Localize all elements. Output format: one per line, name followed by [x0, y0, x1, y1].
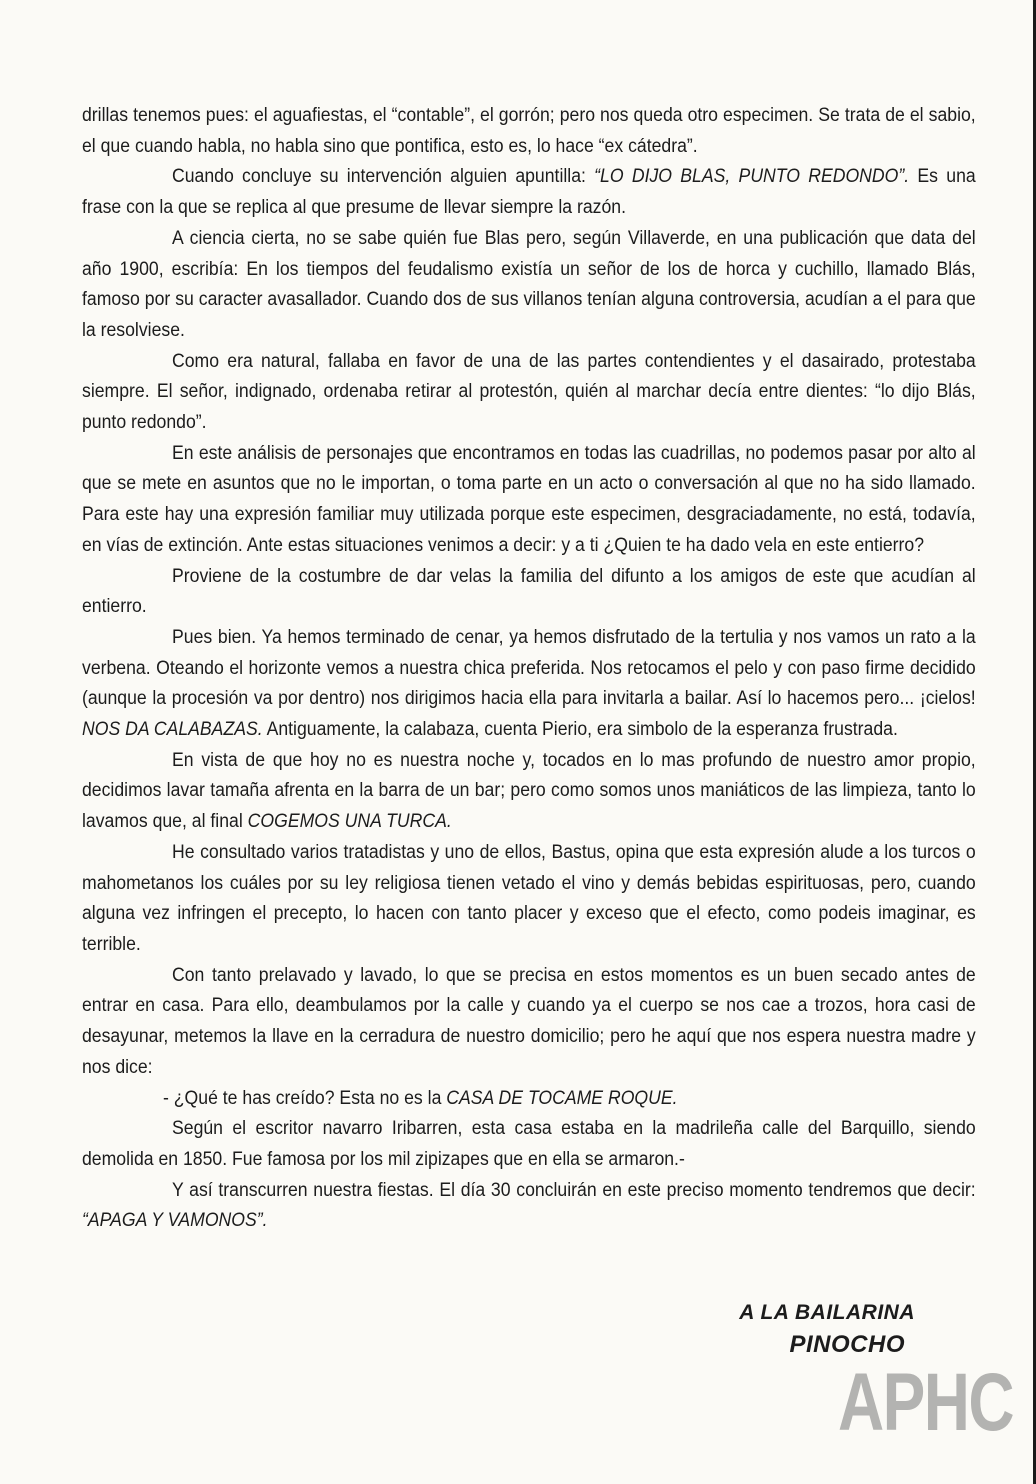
text-run: He consultado varios tratadistas y uno de ellos, Bastus, opina que esta expresión alude a los turcos o mahometanos los cuáles por su ley religiosa tienen vetado el vino y demás bebidas espirituosas, pero, cuando alguna vez infringen el precepto, lo hacen con tanto placer y exceso que el efecto, como podeis imaginar, es terrible. [82, 840, 976, 955]
body-text [82, 100, 976, 1236]
paragraph [82, 960, 976, 1083]
paragraph [82, 745, 976, 837]
paragraph [82, 223, 976, 346]
text-run: En este análisis de personajes que encontramos en todas las cuadrillas, no podemos pasar por alto al que se mete en asuntos que no le importan, o toma parte en un acto o conversación al que no ha sido llamado. Para este hay una expresión familiar muy utilizada porque este especimen, desgraciadamente, no está, todavía, en vías de extinción. Ante estas situaciones venimos a decir: y a ti ¿Quien te ha dado vela en este entierro? [82, 441, 976, 556]
text-run: Es una frase con la que se replica al que presume de llevar siempre la razón. [82, 165, 976, 219]
text-run: Y así transcurren nuestra fiestas. El día 30 concluirán en este preciso momento tendremos que decir: [172, 1178, 976, 1201]
text-run: En vista de que hoy no es nuestra noche y, tocados en lo mas profundo de nuestro amor propio, decidimos lavar tamaña afrenta en la barra de un bar; pero como somos unos maniáticos de las limpieza, tanto lo lavamos que, al final [82, 748, 976, 833]
text-run: A ciencia cierta, no se sabe quién fue Blas pero, según Villaverde, en una publicación que data del año 1900, escribía: En los tiempos del feudalismo existía un señor de los de horca y cuchillo, llamado Blás, famoso por su caracter avasallador. Cuando dos de sus villanos tenían alguna controversia, acudían a el para que la resolviese. [82, 226, 976, 341]
text-run: Cuando concluye su intervención alguien apuntilla: [172, 165, 595, 188]
paragraph [82, 561, 976, 622]
paragraph [82, 1083, 976, 1114]
text-run: Pues bien. Ya hemos terminado de cenar, ya hemos disfrutado de la tertulia y nos vamos un rato a la verbena. Oteando el horizonte vemos a nuestra chica preferida. Nos retocamos el pelo y con paso firme decidido (aunque la procesión va por dentro) nos dirigimos hacia ella para invitarla a bailar. Así lo hacemos pero... ¡cielos! [82, 625, 976, 710]
signature-line-1: A LA BAILARINA [739, 1301, 915, 1324]
text-run: Como era natural, fallaba en favor de una de las partes contendientes y el dasairado, protestaba siempre. El señor, indignado, ordenaba retirar al protestón, quién al marchar decía entre dientes: “lo dijo Blás, punto redondo”. [82, 349, 976, 434]
paragraph [82, 1113, 976, 1174]
signature [739, 1298, 915, 1362]
text-run: - ¿Qué te has creído? Esta no es la [163, 1086, 447, 1109]
paragraph [82, 161, 976, 222]
text-run: Antiguamente, la calabaza, cuenta Pierio, era simbolo de la esperanza frustrada. [262, 718, 898, 741]
text-run: drillas tenemos pues: el aguafiestas, el “contable”, el gorrón; pero nos queda otro especimen. Se trata de el sabio, el que cuando habla, no habla sino que pontifica, esto es, lo hace “ex cátedra”. [82, 104, 976, 157]
italic-phrase: “LO DIJO BLAS, PUNTO REDONDO”. [594, 165, 910, 188]
italic-phrase: CASA DE TOCAME ROQUE. [446, 1086, 678, 1109]
italic-phrase: COGEMOS UNA TURCA. [247, 810, 452, 833]
paragraph [82, 837, 976, 960]
italic-phrase: “APAGA Y VAMONOS”. [82, 1209, 268, 1232]
italic-phrase: NOS DA CALABAZAS. [82, 718, 263, 741]
text-run: Con tanto prelavado y lavado, lo que se precisa en estos momentos es un buen secado antes de entrar en casa. Para ello, deambulamos por la calle y cuando ya el cuerpo se nos cae a trozos, hora casi de desayunar, metemos la llave en la cerradura de nuestro domicilio; pero he aquí que nos espera nuestra madre y nos dice: [82, 963, 976, 1078]
paragraph [82, 346, 976, 438]
aphc-watermark: APHC [838, 1357, 1014, 1448]
text-run: Proviene de la costumbre de dar velas la familia del difunto a los amigos de este que acudían al entierro. [82, 564, 976, 618]
text-run: Según el escritor navarro Iribarren, esta casa estaba en la madrileña calle del Barquillo, siendo demolida en 1850. Fue famosa por los mil zipizapes que en ella se armaron.- [82, 1117, 976, 1170]
paragraph [82, 1175, 976, 1236]
paragraph [82, 622, 976, 745]
signature-line-2: PINOCHO [789, 1331, 905, 1358]
paragraph [82, 438, 976, 561]
paragraph [82, 100, 976, 161]
